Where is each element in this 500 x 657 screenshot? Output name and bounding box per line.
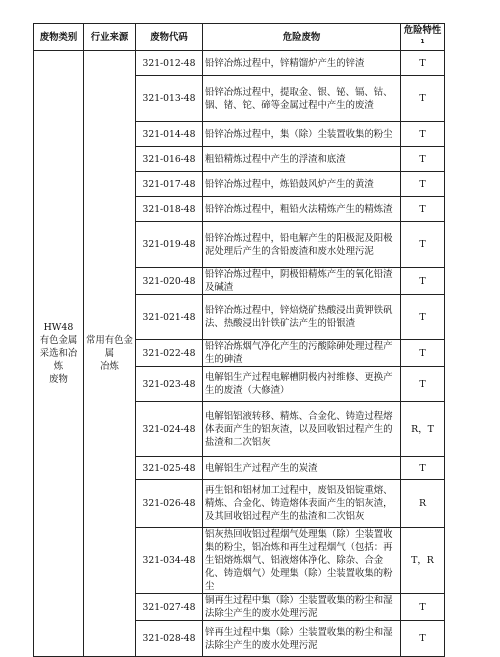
- waste-code-cell: 321-020-48: [136, 268, 203, 295]
- hazard-characteristic-cell: T: [401, 122, 445, 147]
- waste-code-cell: 321-026-48: [136, 480, 203, 528]
- industry-source-cell: 常用有色金属 冶炼: [84, 51, 136, 657]
- hazard-characteristic-cell: T: [401, 76, 445, 122]
- waste-code-cell: 321-019-48: [136, 222, 203, 268]
- waste-code-cell: 321-014-48: [136, 122, 203, 147]
- waste-category-cell: HW48 有色金属 采选和冶炼 废物: [34, 51, 84, 657]
- waste-description-cell: 铅锌冶炼过程中，锌精馏炉产生的锌渣: [203, 51, 401, 76]
- hazard-characteristic-cell: T: [401, 594, 445, 621]
- waste-description-cell: 电解铝铝液转移、精炼、合金化、铸造过程熔体表面产生的铝灰渣，以及回收铝过程产生的盐渣和二次铝灰: [203, 402, 401, 457]
- hazard-characteristic-cell: T，R: [401, 528, 445, 594]
- waste-code-cell: 321-025-48: [136, 457, 203, 480]
- waste-description-cell: 铅锌冶炼过程中，炼铅鼓风炉产生的黄渣: [203, 172, 401, 197]
- header-waste: 危险废物: [203, 24, 401, 51]
- waste-code-cell: 321-027-48: [136, 594, 203, 621]
- header-code: 废物代码: [136, 24, 203, 51]
- hazard-characteristic-cell: T: [401, 367, 445, 402]
- waste-code-cell: 321-018-48: [136, 197, 203, 222]
- table-row: [34, 51, 445, 76]
- hazard-characteristic-cell: T: [401, 51, 445, 76]
- hazard-characteristic-cell: R: [401, 480, 445, 528]
- header-industry: 行业来源: [84, 24, 136, 51]
- header-category: 废物类别: [34, 24, 84, 51]
- hazard-characteristic-cell: T: [401, 457, 445, 480]
- waste-description-cell: 铜再生过程中集（除）尘装置收集的粉尘和湿法除尘产生的废水处理污泥: [203, 594, 401, 621]
- waste-code-cell: 321-034-48: [136, 528, 203, 594]
- waste-code-cell: 321-017-48: [136, 172, 203, 197]
- hazard-characteristic-cell: T: [401, 172, 445, 197]
- hazard-characteristic-cell: T: [401, 222, 445, 268]
- waste-description-cell: 铅锌冶炼过程中，锌焙烧矿热酸浸出黄钾铁矾法、热酸浸出针铁矿法产生的铅银渣: [203, 295, 401, 340]
- waste-code-cell: 321-023-48: [136, 367, 203, 402]
- waste-description-cell: 再生铝和铝材加工过程中，废铝及铝锭重熔、精炼、合金化、铸造熔体表面产生的铝灰渣，及其回收铝过程产生的盐渣和二次铝灰: [203, 480, 401, 528]
- hazard-characteristic-cell: T: [401, 340, 445, 367]
- waste-description-cell: 电解铝生产过程产生的炭渣: [203, 457, 401, 480]
- hazardous-waste-table: [33, 23, 445, 657]
- waste-description-cell: 铅锌冶炼过程中，集（除）尘装置收集的粉尘: [203, 122, 401, 147]
- waste-description-cell: 铅锌冶炼过程中，粗铅火法精炼产生的精炼渣: [203, 197, 401, 222]
- waste-description-cell: 铅锌冶炼烟气净化产生的污酸除砷处理过程产生的砷渣: [203, 340, 401, 367]
- header-characteristic: 危险特性¹: [401, 24, 445, 51]
- hazard-characteristic-cell: T: [401, 147, 445, 172]
- hazard-characteristic-cell: R，T: [401, 402, 445, 457]
- waste-description-cell: 电解铝生产过程电解槽阴极内衬维修、更换产生的废渣（大修渣）: [203, 367, 401, 402]
- waste-description-cell: 铝灰热回收铝过程烟气处理集（除）尘装置收集的粉尘，铝冶炼和再生过程烟气（包括：再生铝熔炼烟气、铝液熔体净化、除杂、合金化、铸造烟气）处理集（除）尘装置收集的粉尘: [203, 528, 401, 594]
- waste-description-cell: 铅锌冶炼过程中，铅电解产生的阳极泥及阳极泥处理后产生的含铅废渣和废水处理污泥: [203, 222, 401, 268]
- hazard-characteristic-cell: T: [401, 621, 445, 657]
- waste-description-cell: 铅锌冶炼过程中，阴极铅精炼产生的氧化铅渣及碱渣: [203, 268, 401, 295]
- waste-code-cell: 321-022-48: [136, 340, 203, 367]
- hazard-characteristic-cell: T: [401, 295, 445, 340]
- waste-code-cell: 321-028-48: [136, 621, 203, 657]
- waste-description-cell: 粗铅精炼过程中产生的浮渣和底渣: [203, 147, 401, 172]
- waste-code-cell: 321-021-48: [136, 295, 203, 340]
- waste-description-cell: 锌再生过程中集（除）尘装置收集的粉尘和湿法除尘产生的废水处理污泥: [203, 621, 401, 657]
- waste-description-cell: 铅锌冶炼过程中，提取金、银、铋、镉、钴、铟、锗、铊、碲等金属过程中产生的废渣: [203, 76, 401, 122]
- hazard-characteristic-cell: T: [401, 268, 445, 295]
- waste-code-cell: 321-013-48: [136, 76, 203, 122]
- waste-code-cell: 321-024-48: [136, 402, 203, 457]
- header-row: [34, 24, 445, 51]
- waste-code-cell: 321-016-48: [136, 147, 203, 172]
- hazard-characteristic-cell: T: [401, 197, 445, 222]
- waste-code-cell: 321-012-48: [136, 51, 203, 76]
